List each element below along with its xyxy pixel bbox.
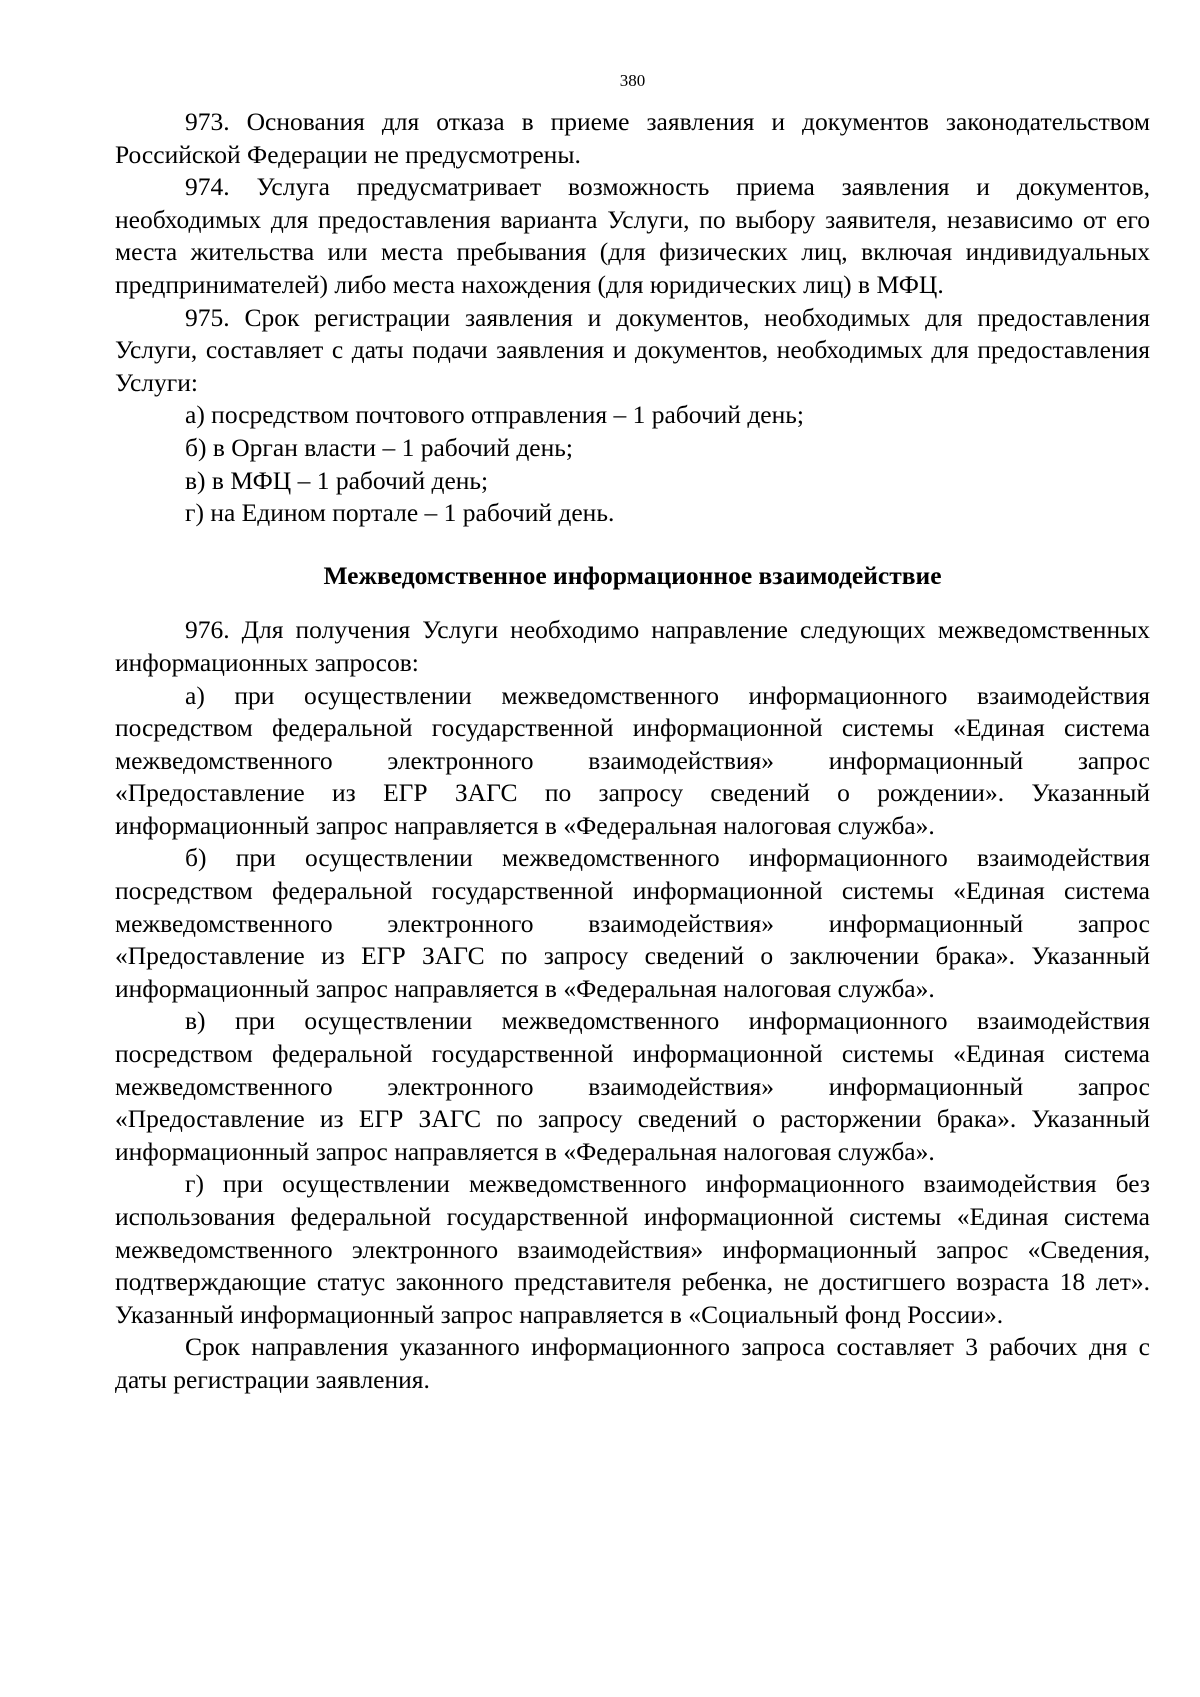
list-item-a: а) посредством почтового отправления – 1 рабочий день; [185, 400, 804, 430]
paragraph-request-deadline: Срок направления указанного информационного запроса составляет 3 рабочих дня с даты регистрации заявления. [115, 1332, 1150, 1394]
list-item-b: б) в Орган власти – 1 рабочий день; [185, 432, 573, 462]
list-item-g: г) на Едином портале – 1 рабочий день. [185, 498, 615, 528]
paragraph-974: 974. Услуга предусматривает возможность приема заявления и документов, необходимых для предоставления варианта Услуги, по выбору заявителя, независимо от его места жительства или места пребывания (для физических лиц, включая индивидуальных предпринимателей) либо места нахождения (для юридических лиц) в МФЦ. [115, 172, 1150, 299]
list-item-v: в) в МФЦ – 1 рабочий день; [185, 465, 489, 495]
paragraph-976: 976. Для получения Услуги необходимо направление следующих межведомственных информационных запросов: [115, 615, 1150, 677]
paragraph-973: 973. Основания для отказа в приеме заявления и документов законодательством Российской Федерации не предусмотрены. [115, 107, 1150, 169]
paragraph-976-g: г) при осуществлении межведомственного информационного взаимодействия без использования федеральной государственной информационной системы «Единая система межведомственного электронного взаимодействия» информационный запрос «Сведения, подтверждающие статус законного представителя ребенка, не достигшего возраста 18 лет». Указанный информационный запрос направляется в «Социальный фонд России». [115, 1169, 1150, 1329]
section-heading: Межведомственное информационное взаимодействие [323, 560, 942, 590]
paragraph-976-v: в) при осуществлении межведомственного информационного взаимодействия посредством федеральной государственной информационной системы «Единая система межведомственного электронного взаимодействия» информационный запрос «Предоставление из ЕГР ЗАГС по запросу сведений о расторжении брака». Указанный информационный запрос направляется в «Федеральная налоговая служба». [115, 1006, 1150, 1166]
page-number: 380 [619, 71, 646, 90]
document-page [115, 70, 1150, 1397]
paragraph-976-a: а) при осуществлении межведомственного информационного взаимодействия посредством федеральной государственной информационной системы «Единая система межведомственного электронного взаимодействия» информационный запрос «Предоставление из ЕГР ЗАГС по запросу сведений о рождении». Указанный информационный запрос направляется в «Федеральная налоговая служба». [115, 680, 1150, 840]
paragraph-976-b: б) при осуществлении межведомственного информационного взаимодействия посредством федеральной государственной информационной системы «Единая система межведомственного электронного взаимодействия» информационный запрос «Предоставление из ЕГР ЗАГС по запросу сведений о заключении брака». Указанный информационный запрос направляется в «Федеральная налоговая служба». [115, 843, 1150, 1003]
paragraph-975: 975. Срок регистрации заявления и документов, необходимых для предоставления Услуги, составляет с даты подачи заявления и документов, необходимых для предоставления Услуги: [115, 302, 1150, 397]
